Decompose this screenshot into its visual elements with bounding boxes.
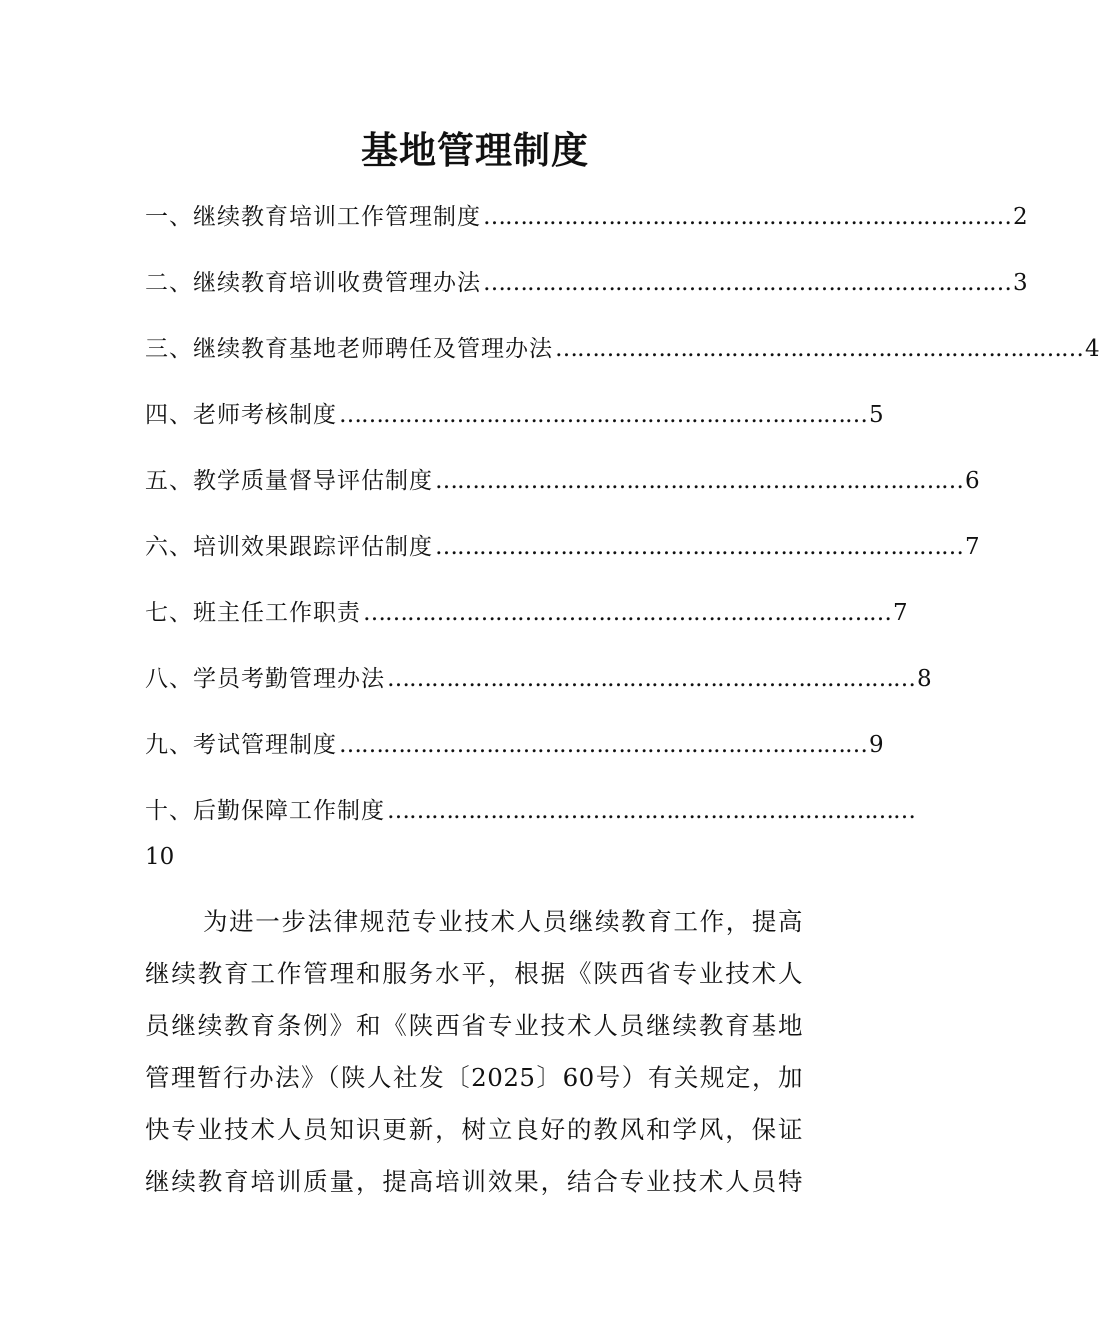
toc-entry: [145, 660, 932, 694]
toc-entry: [145, 264, 1028, 298]
toc-entry-page: 8: [917, 666, 932, 692]
paragraph-line: 管理暂行办法》（陕人社发〔2025〕60号）有关规定，加: [145, 1063, 803, 1092]
toc-entry-label: 十、后勤保障工作制度: [145, 798, 385, 824]
paragraph-line: 继续教育工作管理和服务水平，根据《陕西省专业技术人: [145, 959, 803, 988]
toc-entry: [145, 396, 884, 430]
toc-entry-page: 6: [965, 468, 980, 494]
toc-leader-dots: ………………………………………………………………: [555, 336, 1083, 362]
toc-leader-dots: ………………………………………………………………: [483, 204, 1011, 230]
toc-entry-label: 一、继续教育培训工作管理制度: [145, 204, 481, 230]
toc-leader-dots: ………………………………………………………………: [387, 666, 915, 692]
toc-entry: [145, 198, 1028, 232]
toc-entry-page: 7: [965, 534, 980, 560]
toc-entry-label: 七、班主任工作职责: [145, 600, 361, 626]
toc-entry: [145, 528, 980, 562]
toc-entry-label: 五、教学质量督导评估制度: [145, 468, 433, 494]
document-title: 基地管理制度: [361, 128, 589, 172]
toc-entry-page: 3: [1013, 270, 1028, 296]
toc-entry-label: 八、学员考勤管理办法: [145, 666, 385, 692]
toc-leader-dots: ………………………………………………………………: [339, 732, 867, 758]
toc-entry-page: 10: [145, 844, 175, 870]
toc-leader-dots: ………………………………………………………………: [483, 270, 1011, 296]
toc-entry-page: 2: [1013, 204, 1028, 230]
toc-leader-dots: ………………………………………………………………: [435, 534, 963, 560]
toc-entry-page: 5: [869, 402, 884, 428]
toc-entry: [145, 462, 980, 496]
paragraph-line: 员继续教育条例》和《陕西省专业技术人员继续教育基地: [145, 1011, 803, 1040]
toc-leader-dots: ………………………………………………………………: [339, 402, 867, 428]
toc-entry: [145, 594, 908, 628]
toc-leader-dots: ………………………………………………………………: [363, 600, 891, 626]
toc-entry: [145, 726, 884, 760]
toc-leader-dots: ………………………………………………………………: [435, 468, 963, 494]
paragraph-line: 快专业技术人员知识更新，树立良好的教风和学风，保证: [145, 1115, 803, 1144]
toc-entry-page: 7: [893, 600, 908, 626]
toc-entry-label: 二、继续教育培训收费管理办法: [145, 270, 481, 296]
toc-entry-page: 9: [869, 732, 884, 758]
toc-entry-label: 四、老师考核制度: [145, 402, 337, 428]
paragraph-line: 为进一步法律规范专业技术人员继续教育工作，提高: [203, 907, 803, 936]
paragraph-line: 继续教育培训质量，提高培训效果，结合专业技术人员特: [145, 1167, 803, 1196]
toc-entry-page: 4: [1085, 336, 1100, 362]
toc-entry: [145, 330, 1100, 364]
toc-leader-dots: ………………………………………………………………: [387, 798, 915, 824]
toc-entry-label: 六、培训效果跟踪评估制度: [145, 534, 433, 560]
toc-entry-label: 三、继续教育基地老师聘任及管理办法: [145, 336, 553, 362]
toc-entry-label: 九、考试管理制度: [145, 732, 337, 758]
toc-entry: [145, 792, 915, 826]
